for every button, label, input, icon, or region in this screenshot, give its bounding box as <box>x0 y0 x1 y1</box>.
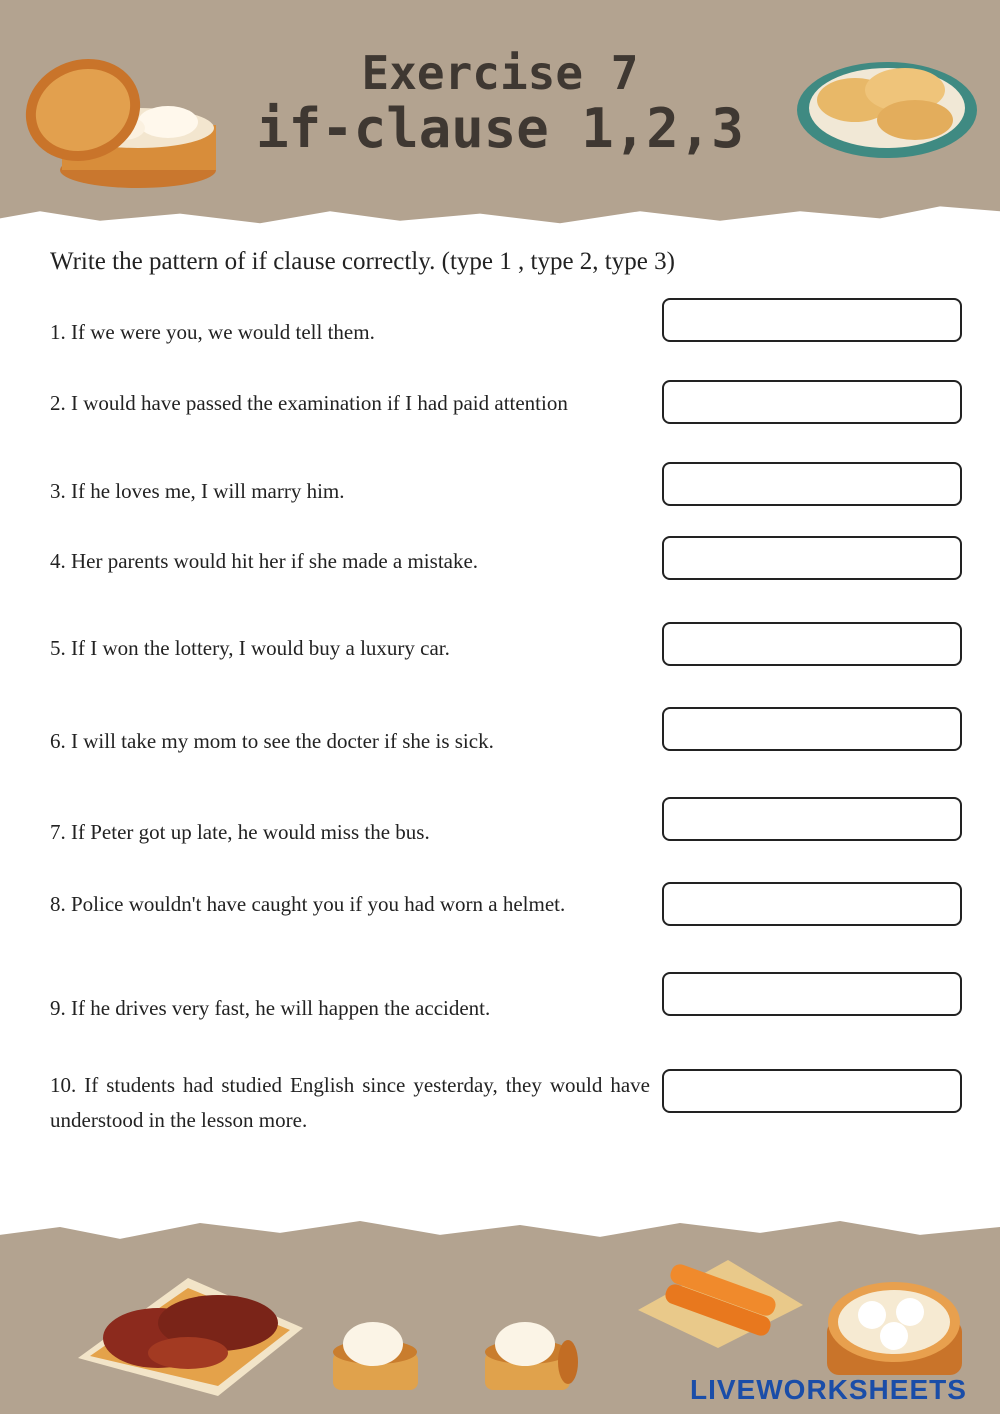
title-line-2: if-clause 1,2,3 <box>256 96 744 160</box>
answer-box-1[interactable] <box>662 298 962 342</box>
dim-sum-steamer-icon <box>822 1270 967 1380</box>
question-4: 4. Her parents would hit her if she made a mistake. <box>50 549 479 573</box>
bamboo-steamer-icon <box>18 40 218 190</box>
question-5: 5. If I won the lottery, I would buy a luxury car. <box>50 636 450 660</box>
title-line-1: Exercise 7 <box>361 46 639 100</box>
spring-roll-icon <box>628 1250 808 1350</box>
answer-box-8[interactable] <box>662 882 962 926</box>
steamed-bun-icon <box>328 1312 423 1397</box>
answer-box-2[interactable] <box>662 380 962 424</box>
question-8: 8. Police wouldn't have caught you if you had worn a helmet. <box>50 892 566 916</box>
answer-box-7[interactable] <box>662 797 962 841</box>
question-1: 1. If we were you, we would tell them. <box>50 320 375 344</box>
answer-box-3[interactable] <box>662 462 962 506</box>
question-3: 3. If he loves me, I will marry him. <box>50 479 345 503</box>
question-2: 2. I would have passed the examination if I had paid attention <box>50 391 568 415</box>
answer-box-4[interactable] <box>662 536 962 580</box>
question-10: 10. If students had studied English since yesterday, they would have understood in the lesson more. <box>50 1073 650 1132</box>
instruction-text: Write the pattern of if clause correctly. (type 1 , type 2, type 3) <box>50 248 675 275</box>
answer-box-5[interactable] <box>662 622 962 666</box>
page-title <box>250 48 750 158</box>
dumpling-plate-icon <box>795 50 980 165</box>
question-9: 9. If he drives very fast, he will happen the accident. <box>50 996 491 1020</box>
steamed-bun-icon <box>480 1312 580 1397</box>
roast-duck-platter-icon <box>68 1268 308 1398</box>
answer-box-6[interactable] <box>662 707 962 751</box>
liveworksheets-brand: LIVEWORKSHEETS <box>690 1374 967 1405</box>
question-6: 6. I will take my mom to see the docter if she is sick. <box>50 729 494 753</box>
answer-box-9[interactable] <box>662 972 962 1016</box>
question-7: 7. If Peter got up late, he would miss the bus. <box>50 820 430 844</box>
answer-box-10[interactable] <box>662 1069 962 1113</box>
